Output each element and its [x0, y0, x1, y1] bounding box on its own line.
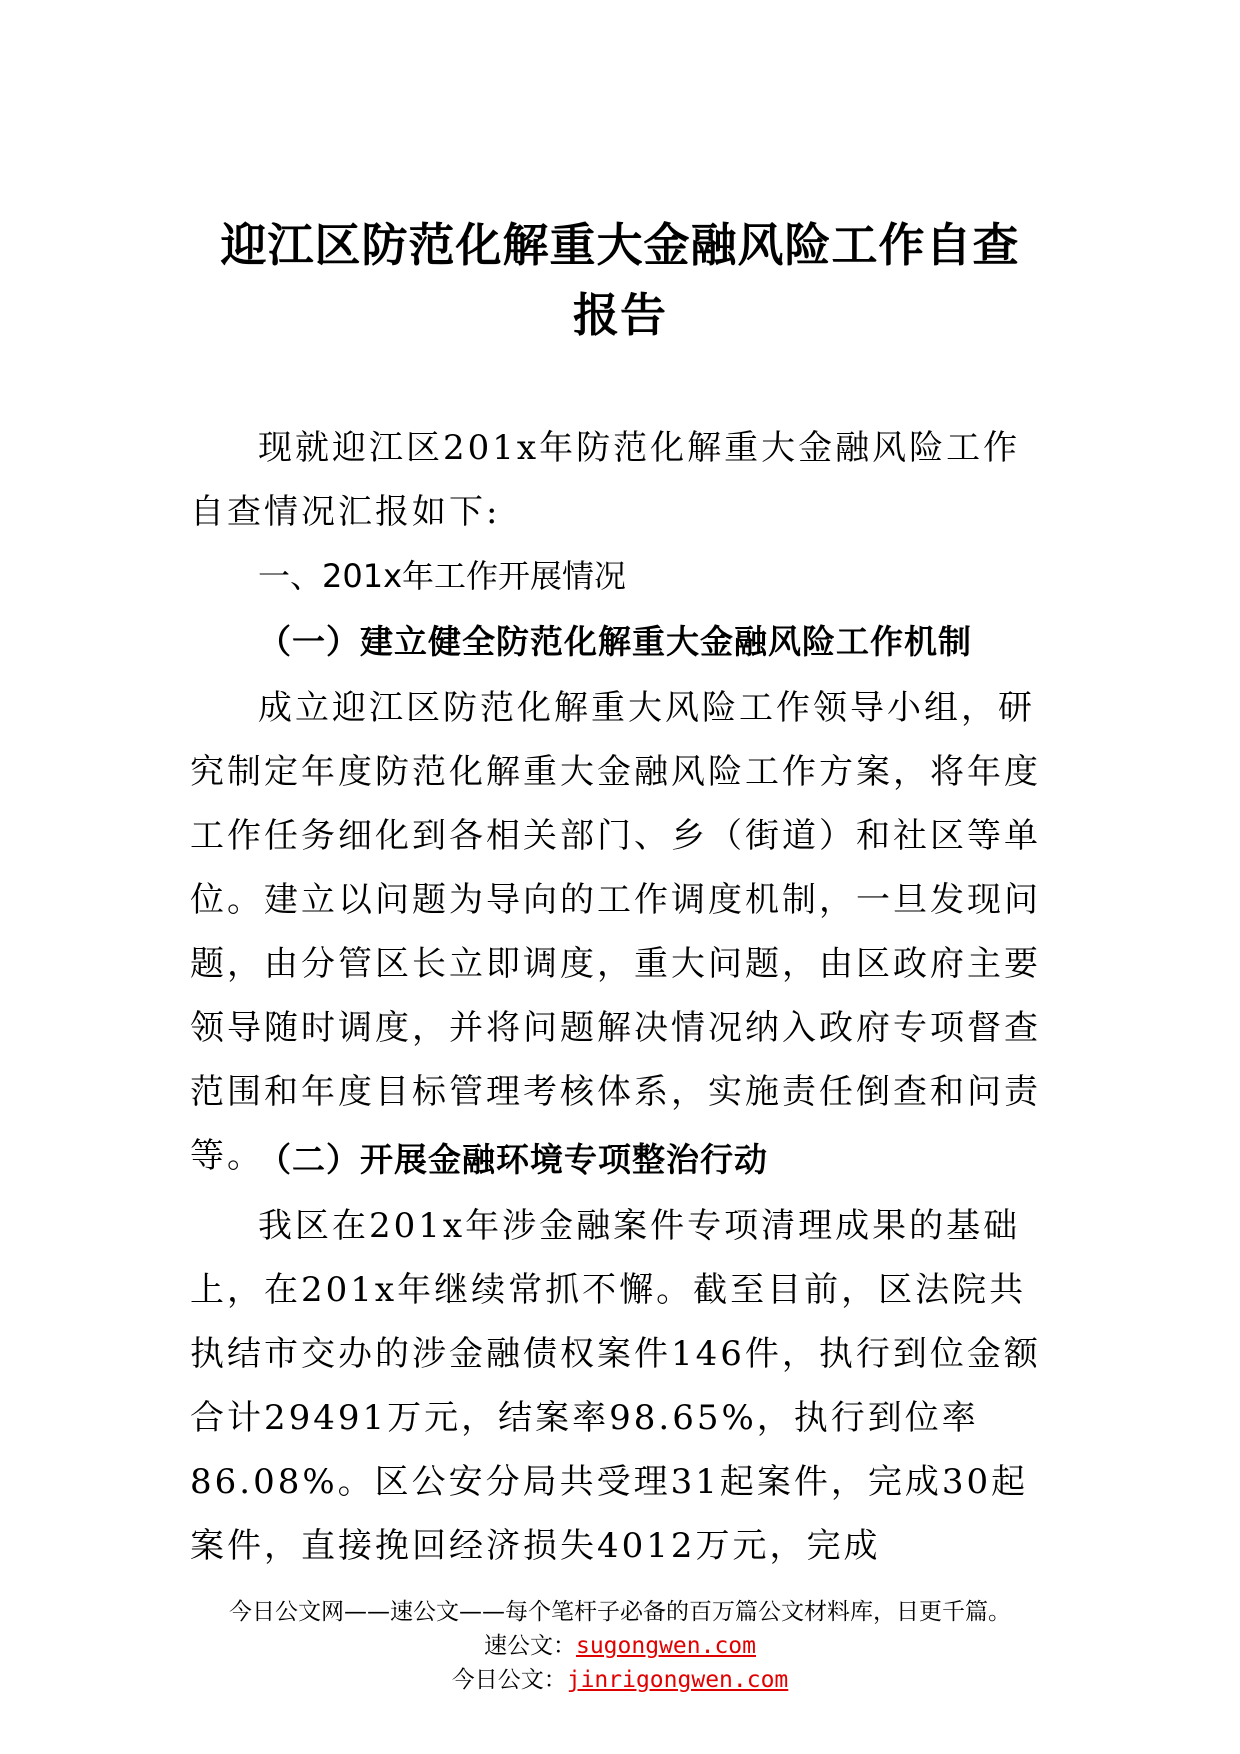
subsection-1-heading: （一）建立健全防范化解重大金融风险工作机制: [258, 622, 972, 661]
footer-jinrigongwen: [0, 1664, 1240, 1696]
footer-tagline: 今日公文网——速公文——每个笔杆子必备的百万篇公文材料库，日更千篇。: [229, 1599, 1011, 1625]
intro-paragraph: 现就迎江区201x年防范化解重大金融风险工作自查情况汇报如下:: [190, 428, 1021, 532]
footer-jinrigongwen-label: 今日公文：: [451, 1667, 567, 1693]
subsection-1-paragraph: 成立迎江区防范化解重大风险工作领导小组，研究制定年度防范化解重大金融风险工作方案，将年度工作任务细化到各相关部门、乡（街道）和社区等单位。建立以问题为导向的工作调度机制，一旦发现问题，由分管区长立即调度，重大问题，由区政府主要领导随时调度，并将问题解决情况纳入政府专项督查范围和年度目标管理考核体系，实施责任倒查和问责等。: [190, 688, 1041, 1176]
section-1-heading: 一、201x年工作开展情况: [258, 557, 627, 595]
footer-sugongwen-label: 速公文：: [483, 1633, 576, 1659]
subsection-2-paragraph: 我区在201x年涉金融案件专项清理成果的基础上，在201x年继续常抓不懈。截至目前，区法院共执结市交办的涉金融债权案件146件，执行到位金额合计29491万元，结案率98.65%，执行到位率86.08%。区公安分局共受理31起案件，完成30起案件，直接挽回经济损失4012万元，完成: [190, 1206, 1041, 1566]
footer-sugongwen: [0, 1630, 1240, 1662]
sugongwen-link[interactable]: sugongwen.com: [575, 1633, 756, 1659]
subsection-2-heading: （二）开展金融环境专项整治行动: [258, 1140, 768, 1179]
jinrigongwen-link[interactable]: jinrigongwen.com: [566, 1667, 789, 1693]
document-title-line-2: 报告: [573, 288, 667, 342]
document-title-line-1: 迎江区防范化解重大金融风险工作自查: [220, 218, 1020, 272]
